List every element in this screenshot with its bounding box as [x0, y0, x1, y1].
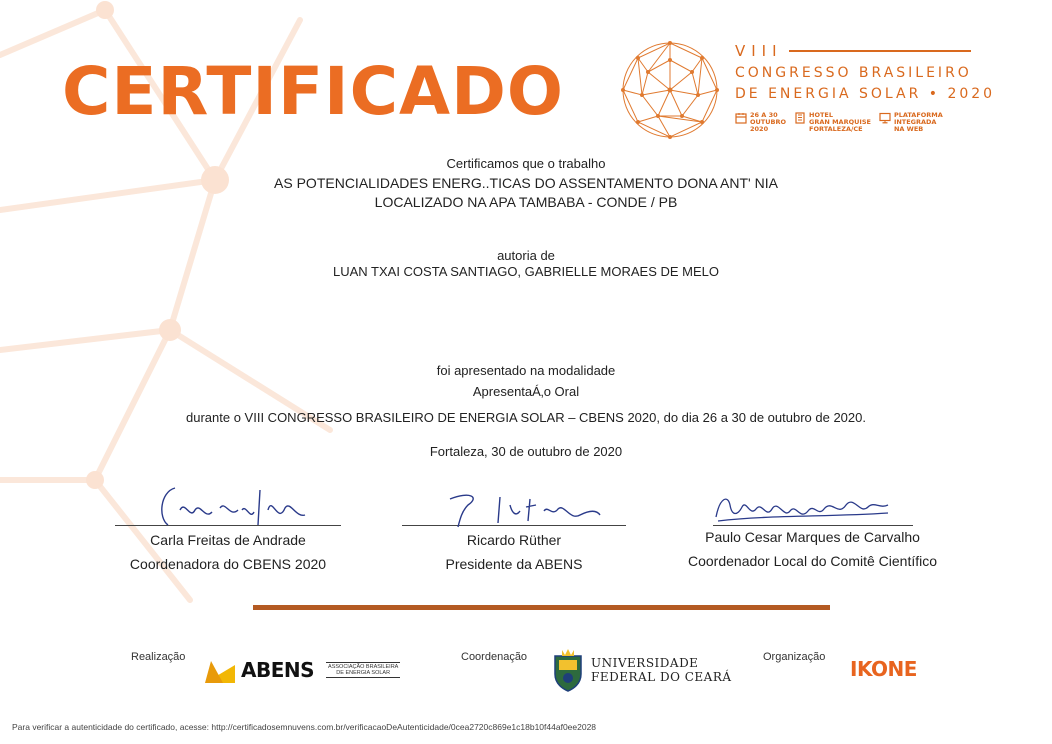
- signature-scribble-1: [150, 480, 320, 530]
- signature-block-3: [675, 525, 950, 569]
- congress-name-line2: DE ENERGIA SOLAR • 2020: [735, 86, 996, 102]
- abens-sun-icon: [205, 657, 235, 683]
- congress-date-text: 26 A 30 OUTUBRO 2020: [750, 111, 787, 133]
- congress-edition: [735, 42, 995, 60]
- signature-role-2: Presidente da ABENS: [445, 556, 583, 572]
- ufc-line1: UNIVERSIDADE: [591, 656, 699, 670]
- congress-geodesic-logo-icon: [620, 40, 720, 140]
- signature-role-3: Coordenador Local do Comitê Científico: [687, 553, 938, 569]
- ufc-logo: [551, 648, 732, 692]
- congress-edition-text: VIII: [735, 42, 783, 60]
- abens-name: ABENS: [241, 658, 315, 682]
- congress-name-line1: CONGRESSO BRASILEIRO: [735, 65, 972, 81]
- authors-text: LUAN TXAI COSTA SANTIAGO, GABRIELLE MORAES DE MELO: [332, 264, 719, 279]
- congress-platform-info: [879, 112, 943, 133]
- ikone-logo: IKONE: [850, 657, 917, 681]
- modality-label: foi apresentado na modalidade: [436, 363, 616, 378]
- place-date-text: Fortaleza, 30 de outubro de 2020: [429, 444, 623, 459]
- coordenacao-label: Coordenação: [461, 651, 528, 663]
- authorship-label: autoria de: [497, 248, 555, 263]
- congress-venue-text: HOTEL GRAN MARQUISE FORTALEZA/CE: [809, 111, 871, 133]
- signature-block-2: [400, 525, 628, 572]
- verification-text: Para verificar a autenticidade do certificado, acesse: http://certificadosemnuvens.com.br/verificacaoDeAutenticidade/0cea2720c869e1c18b10f44af0ee2028: [12, 722, 597, 732]
- abens-logo: [205, 657, 400, 683]
- building-icon: [794, 112, 806, 124]
- signature-scribble-2: [440, 485, 610, 530]
- abens-subtitle: ASSOCIAÇÃO BRASILEIRA DE ENERGIA SOLAR: [328, 664, 399, 676]
- ufc-wordmark: [591, 656, 732, 684]
- modality-text: ApresentaÁ‚o Oral: [472, 384, 580, 399]
- congress-date-info: [735, 112, 786, 133]
- signature-name-1: Carla Freitas de Andrade: [150, 532, 306, 548]
- ufc-crest-icon: [551, 648, 585, 692]
- intro-text: Certificamos que o trabalho: [446, 156, 606, 171]
- signature-role-1: Coordenadora do CBENS 2020: [129, 556, 327, 572]
- congress-platform-text: PLATAFORMA INTEGRADA NA WEB: [893, 111, 943, 133]
- ufc-line2: FEDERAL DO CEARÁ: [591, 670, 732, 684]
- congress-rule: [789, 50, 971, 52]
- organizacao-label: Organização: [763, 651, 826, 663]
- work-title-line2: LOCALIZADO NA APA TAMBABA - CONDE / PB: [374, 194, 678, 210]
- monitor-icon: [879, 112, 891, 124]
- certificate-title: CERTIFICADO: [62, 53, 565, 130]
- signature-block-1: [113, 525, 343, 572]
- realizacao-label: Realização: [131, 651, 186, 663]
- congress-venue-info: [794, 112, 871, 133]
- signature-name-3: Paulo Cesar Marques de Carvalho: [705, 529, 920, 545]
- footer-divider-bar: [253, 605, 830, 610]
- event-text: durante o VIII CONGRESSO BRASILEIRO DE ENERGIA SOLAR – CBENS 2020, do dia 26 a 30 de outubro de 2020.: [186, 410, 866, 425]
- congress-info-row: [735, 112, 995, 133]
- signature-scribble-3: [708, 487, 898, 527]
- calendar-icon: [735, 112, 747, 124]
- work-title-line1: AS POTENCIALIDADES ENERG..TICAS DO ASSENTAMENTO DONA ANT' NIA: [274, 175, 778, 191]
- congress-branding: [735, 42, 995, 133]
- signature-name-2: Ricardo Rüther: [466, 532, 562, 548]
